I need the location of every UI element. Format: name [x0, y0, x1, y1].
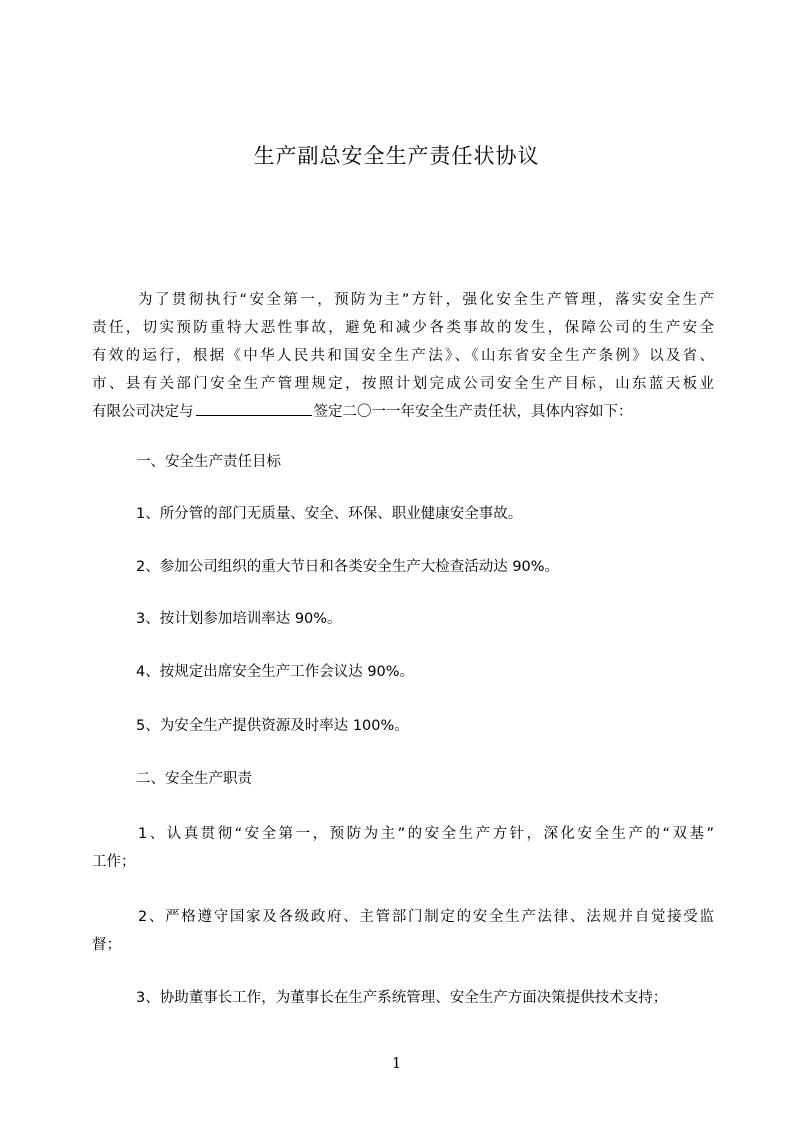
- target-item-2: 2、参加公司组织的重大节日和各类安全生产大检查活动达 90%。: [136, 559, 560, 575]
- party-name-blank: [196, 401, 312, 416]
- intro-line-last: [92, 398, 714, 426]
- intro-line: 责任，切实预防重特大恶性事故，避免和减少各类事故的发生，保障公司的生产安全: [92, 320, 714, 336]
- intro-line: 市、县有关部门安全生产管理规定，按照计划完成公司安全生产目标，山东蓝天板业: [92, 376, 714, 392]
- target-item-5: 5、为安全生产提供资源及时率达 100%。: [136, 718, 409, 734]
- duty-item-2-line-2: 督；: [92, 937, 121, 953]
- intro-line: 有效的运行，根据《中华人民共和国安全生产法》、《山东省安全生产条例》以及省、: [92, 348, 714, 364]
- duty-item-2: [92, 903, 714, 959]
- target-item-4: 4、按规定出席安全生产工作会议达 90%。: [136, 664, 415, 680]
- target-item-1: 1、所分管的部门无质量、安全、环保、职业健康安全事故。: [136, 506, 523, 522]
- duty-item-1-line-1: 1、认真贯彻“安全第一，预防为主”的安全生产方针，深化安全生产的“双基”: [138, 826, 714, 842]
- page-number: 1: [391, 1054, 402, 1072]
- duty-item-1-line-2: 工作；: [92, 854, 136, 870]
- intro-paragraph: [92, 286, 714, 426]
- intro-line: 为了贯彻执行“安全第一，预防为主”方针，强化安全生产管理，落实安全生产: [138, 292, 714, 308]
- document-title: 生产副总安全生产责任状协议: [253, 144, 540, 168]
- duty-item-3: 3、协助董事长工作，为董事长在生产系统管理、安全生产方面决策提供技术支持；: [136, 990, 668, 1006]
- section-heading-targets: 一、安全生产责任目标: [136, 454, 281, 470]
- intro-text-before-blank: 有限公司决定与: [92, 404, 194, 420]
- intro-text-after-blank: 签定二〇一一年安全生产责任状，具体内容如下：: [313, 404, 633, 420]
- target-item-3: 3、按计划参加培训率达 90%。: [136, 611, 342, 627]
- section-heading-duties: 二、安全生产职责: [136, 771, 252, 787]
- duty-item-2-line-1: 2、严格遵守国家及各级政府、主管部门制定的安全生产法律、法规并自觉接受监: [138, 909, 714, 925]
- duty-item-1: [92, 820, 714, 876]
